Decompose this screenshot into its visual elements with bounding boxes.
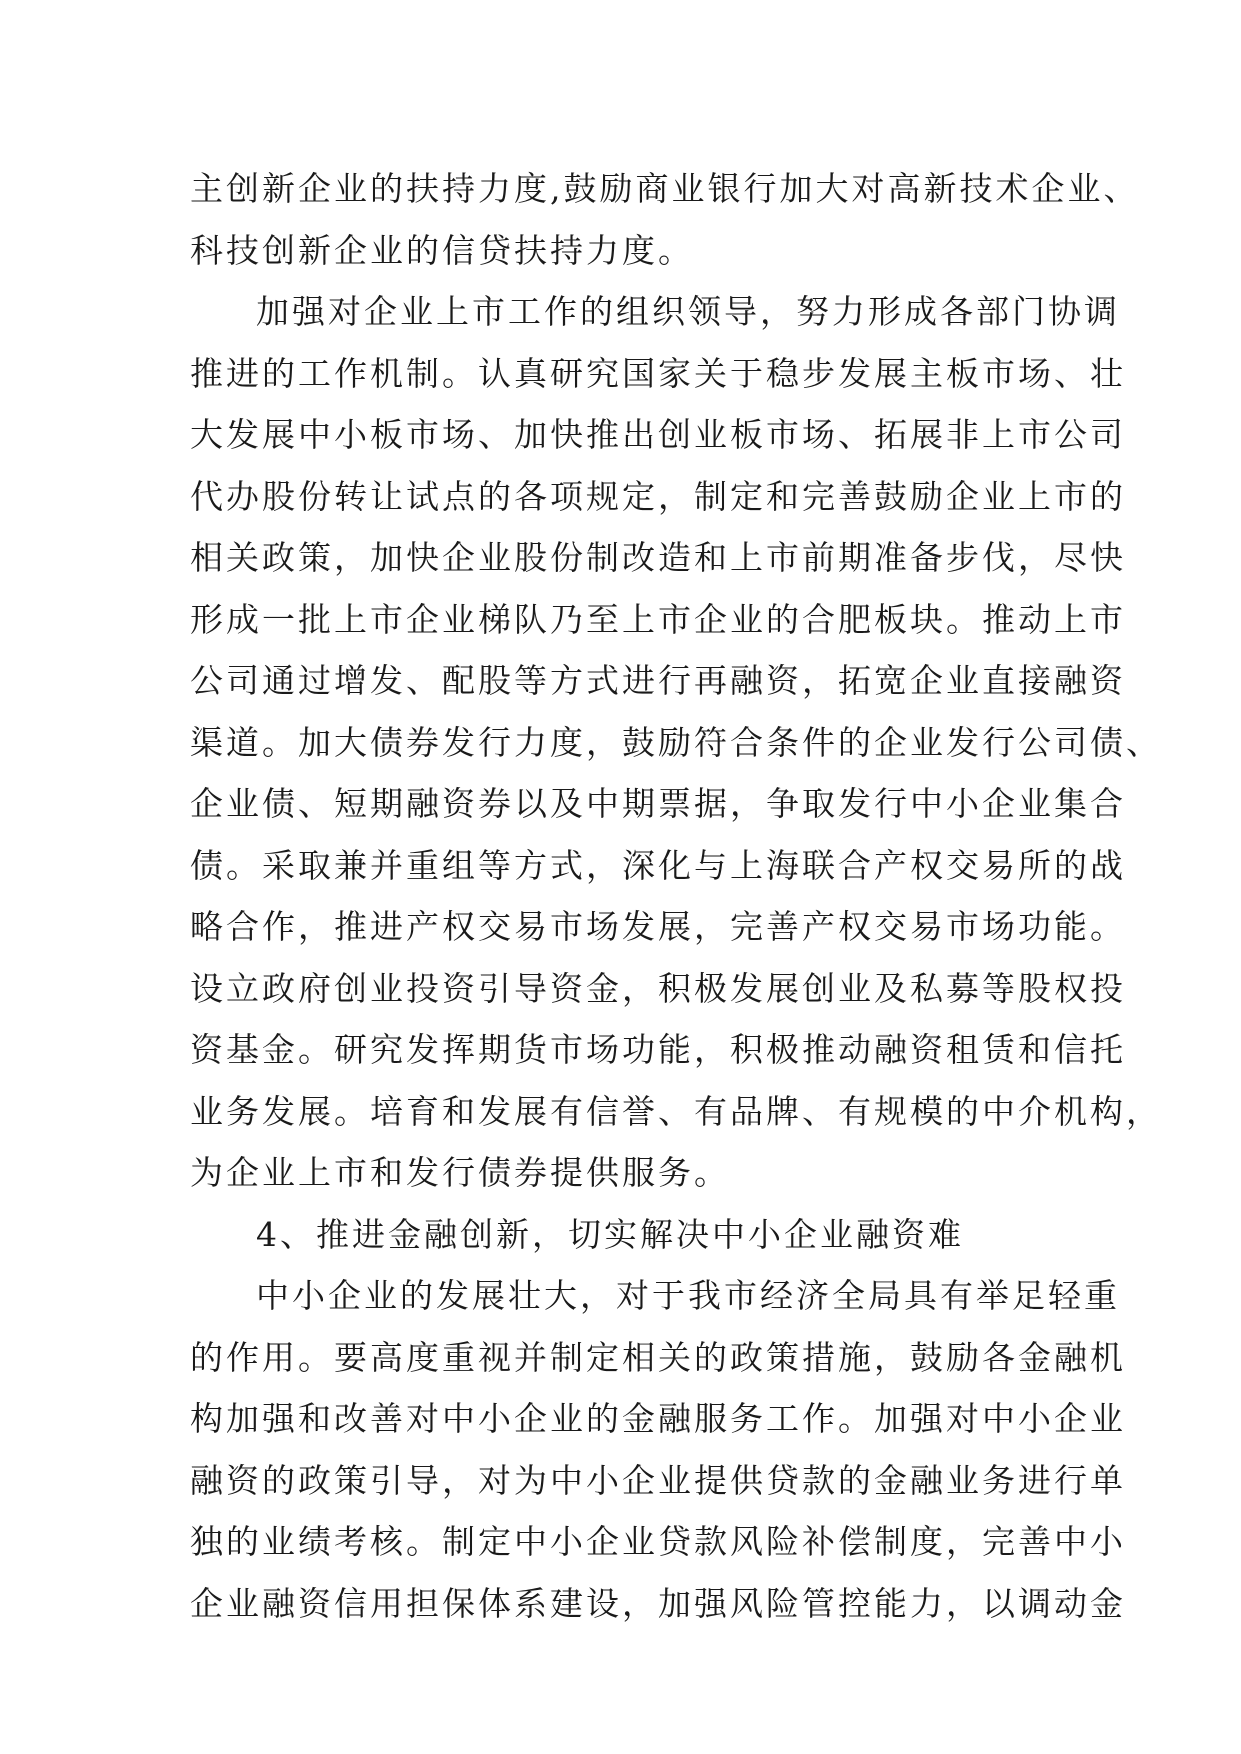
document-body: [190, 158, 1162, 1634]
text-line: 资基金。研究发挥期货市场功能，积极推动融资租赁和信托: [190, 1030, 1126, 1069]
text-line: 大发展中小板市场、加快推出创业板市场、拓展非上市公司: [190, 415, 1126, 454]
paragraph-continuation: [190, 158, 1140, 281]
text-line: 债。采取兼并重组等方式，深化与上海联合产权交易所的战: [190, 845, 1126, 885]
text-line: 构加强和改善对中小企业的金融服务工作。加强对中小企业: [190, 1399, 1126, 1438]
text-line: 企业融资信用担保体系建设，加强风险管控能力，以调动金: [190, 1583, 1126, 1623]
text-line: 代办股份转让试点的各项规定，制定和完善鼓励企业上市的: [190, 476, 1126, 516]
text-line: 渠道。加大债券发行力度，鼓励符合条件的企业发行公司债、: [190, 722, 1162, 762]
text-line: 科技创新企业的信贷扶持力度。: [190, 230, 694, 270]
text-line: 融资的政策引导，对为中小企业提供贷款的金融业务进行单: [190, 1460, 1126, 1500]
text-line: 略合作，推进产权交易市场发展，完善产权交易市场功能。: [190, 907, 1126, 946]
text-line: 企业债、短期融资券以及中期票据，争取发行中小企业集合: [190, 784, 1126, 823]
text-line: 形成一批上市企业梯队乃至上市企业的合肥板块。推动上市: [190, 599, 1126, 639]
text-line: 推进的工作机制。认真研究国家关于稳步发展主板市场、壮: [190, 353, 1126, 393]
text-line: 设立政府创业投资引导资金，积极发展创业及私募等股权投: [190, 968, 1126, 1008]
text-line: 主创新企业的扶持力度,鼓励商业银行加大对高新技术企业、: [190, 169, 1140, 208]
text-line: 中小企业的发展壮大，对于我市经济全局具有举足轻重: [256, 1276, 1120, 1315]
section-heading: [190, 1204, 1090, 1266]
heading-line: 4、推进金融创新，切实解决中小企业融资难: [256, 1214, 964, 1254]
text-line: 公司通过增发、配股等方式进行再融资，拓宽企业直接融资: [190, 661, 1126, 700]
text-line: 业务发展。培育和发展有信誉、有品牌、有规模的中介机构，: [190, 1091, 1162, 1131]
text-line: 独的业绩考核。制定中小企业贷款风险补偿制度，完善中小: [190, 1522, 1126, 1561]
paragraph-sme-financing: [190, 1265, 1126, 1634]
text-line: 相关政策，加快企业股份制改造和上市前期准备步伐，尽快: [190, 538, 1126, 577]
text-line: 加强对企业上市工作的组织领导，努力形成各部门协调: [256, 292, 1120, 331]
text-line: 的作用。要高度重视并制定相关的政策措施，鼓励各金融机: [190, 1337, 1126, 1377]
text-line: 为企业上市和发行债券提供服务。: [190, 1153, 730, 1192]
paragraph-listing-support: [190, 281, 1162, 1204]
